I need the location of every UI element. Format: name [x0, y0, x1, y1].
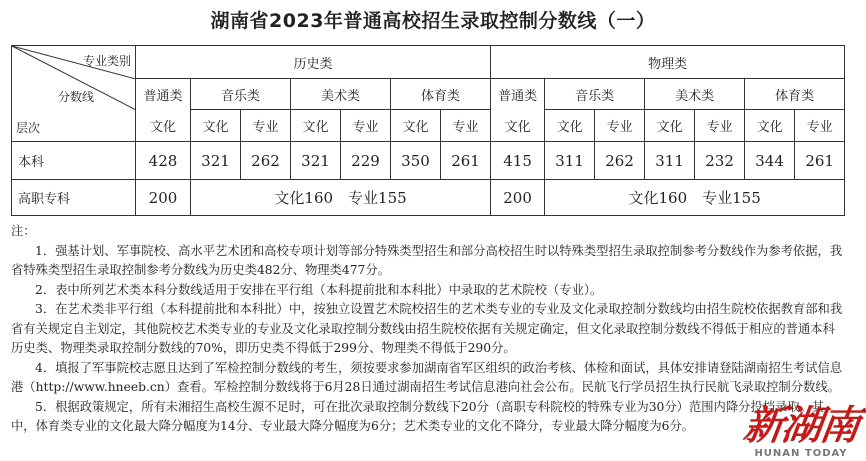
watermark-sub: HUNAN TODAY [754, 448, 848, 459]
group-physics: 物理类 [491, 46, 845, 79]
table-row-undergrad [12, 142, 845, 180]
notes-header: 注： [11, 224, 36, 238]
score-cell: 262 [241, 142, 291, 180]
cat-hist-music: 音乐类 [191, 79, 291, 110]
notes-section [11, 222, 846, 437]
score-cell: 200 [136, 180, 191, 216]
sub-header: 文化 [291, 110, 341, 142]
sub-header: 文化 [391, 110, 441, 142]
corner-header [12, 46, 136, 142]
cat-phys-sport: 体育类 [745, 79, 845, 110]
cat-hist-art: 美术类 [291, 79, 391, 110]
row-label: 高职专科 [12, 180, 136, 216]
page-title: 湖南省2023年普通高校招生录取控制分数线（一） [210, 10, 656, 32]
cat-phys-general: 普通类 [491, 79, 545, 110]
sub-header: 专业 [241, 110, 291, 142]
score-cell: 321 [291, 142, 341, 180]
sub-header: 文化 [136, 110, 191, 142]
sub-header: 专业 [595, 110, 645, 142]
sub-header: 文化 [545, 110, 595, 142]
watermark-main: 新湖南 [740, 403, 862, 449]
score-cell: 415 [491, 142, 545, 180]
table-row-vocational [12, 180, 845, 216]
watermark-logo [740, 403, 862, 459]
corner-label-score: 分数线 [58, 90, 95, 104]
note-item: 4．填报了军事院校志愿且达到了军检控制分数线的考生，须按要求参加湖南省军区组织的政治考核、体检和面试，具体安排请登陆湖南招生考试信息港（http://www.hneeb.cn）查看。军检控制分数线将于6月28日通过湖南招生考试信息港向社会公布。民航飞行学员招生执行民航飞录取控制分数线。 [11, 360, 843, 394]
score-cell: 232 [695, 142, 745, 180]
sub-header: 文化 [645, 110, 695, 142]
sub-header: 专业 [695, 110, 745, 142]
sub-header: 文化 [745, 110, 795, 142]
sub-header: 专业 [795, 110, 845, 142]
score-cell: 350 [391, 142, 441, 180]
score-cell: 261 [441, 142, 491, 180]
score-cell: 321 [191, 142, 241, 180]
row-label: 本科 [12, 142, 136, 180]
note-item: 1．强基计划、军事院校、高水平艺术团和高校专项计划等部分特殊类型招生和部分高校招生时以特殊类型招生录取控制参考分数线作为参考依据，我省特殊类型招生录取控制参考分数线为历史类482分、物理类477分。 [11, 243, 843, 277]
score-cell: 262 [595, 142, 645, 180]
score-table [11, 45, 845, 216]
sub-header: 文化 [491, 110, 545, 142]
note-item: 5．根据政策规定，所有未湘招生高校生源不足时，可在批次录取控制分数线下20分（高职专科院校的特殊专业为30分）范围内降分投档录取。其中，体育类专业的文化最大降分幅度为14分、专业最大降分幅度为6分；艺术类专业的文化不降分，专业最大降分幅度为6分。 [11, 399, 825, 433]
note-item: 3．在艺术类非平行组（本科提前批和本科批）中，按独立设置艺术院校招生的艺术类专业的专业及文化录取控制分数线均由招生院校依据教育部和我省有关规定自主划定，其他院校艺术类专业的专业及文化录取控制分数线由招生院校依据有关规定确定，但文化录取控制分数线不得低于相应的普通本科历史类、物理类录取控制分数线的70%，即历史类不得低于299分、物理类不得低于290分。 [11, 302, 843, 355]
cat-phys-music: 音乐类 [545, 79, 645, 110]
corner-label-category: 专业类别 [82, 54, 131, 68]
group-history: 历史类 [136, 46, 491, 79]
score-cell-merged: 文化160 专业155 [545, 180, 845, 216]
score-cell: 311 [545, 142, 595, 180]
note-item: 2．表中所列艺术类本科分数线适用于安排在平行组（本科提前批和本科批）中录取的艺术院校（专业）。 [35, 282, 603, 297]
cat-hist-general: 普通类 [136, 79, 191, 110]
score-cell: 344 [745, 142, 795, 180]
score-cell: 200 [491, 180, 545, 216]
score-cell: 261 [795, 142, 845, 180]
cat-hist-sport: 体育类 [391, 79, 491, 110]
score-cell: 229 [341, 142, 391, 180]
score-cell: 311 [645, 142, 695, 180]
score-cell-merged: 文化160 专业155 [191, 180, 491, 216]
cat-phys-art: 美术类 [645, 79, 745, 110]
sub-header: 专业 [341, 110, 391, 142]
sub-header: 文化 [191, 110, 241, 142]
corner-label-level: 层次 [16, 121, 41, 135]
score-cell: 428 [136, 142, 191, 180]
sub-header: 专业 [441, 110, 491, 142]
